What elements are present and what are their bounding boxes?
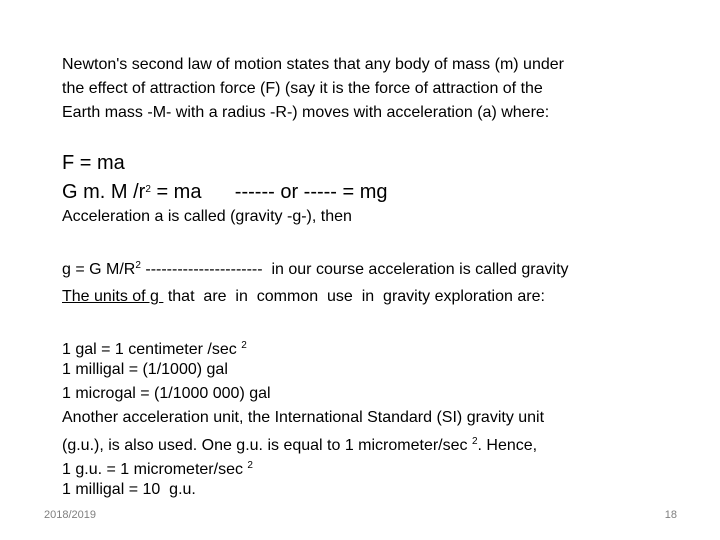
intro-line-3: Earth mass -M- with a radius -R-) moves with acceleration (a) where: [62, 104, 550, 121]
equation-gravitation-exponent: 2 [145, 184, 151, 195]
intro-line-2: the effect of attraction force (F) (say it is the force of attraction of the [62, 80, 543, 97]
unit-microgal: 1 microgal = (1/1000 000) gal [62, 385, 271, 402]
units-heading-underlined: The units of g [62, 288, 164, 305]
si-unit-line-2-exponent: 2 [471, 436, 478, 447]
equation-gravitation-left: G m. M /r [62, 181, 146, 203]
footer-page-number: 18 [664, 509, 677, 521]
unit-milligal-gu: 1 milligal = 10 g.u. [62, 481, 196, 498]
footer-date: 2018/2019 [44, 509, 96, 521]
equation-f-ma: F = ma [62, 152, 125, 174]
g-equation-left: g = G M/R [62, 261, 136, 278]
si-unit-line-2-end: . Hence, [477, 437, 538, 454]
intro-line-1: Newton's second law of motion states that any body of mass (m) under [62, 56, 564, 73]
equation-gravitation-right: = ma ------ or ----- = mg [150, 181, 388, 203]
unit-gal [62, 336, 247, 360]
g-equation-exponent: 2 [135, 260, 141, 271]
equation-gravitation [62, 178, 388, 204]
si-unit-line-2 [62, 432, 537, 456]
unit-gal-text: 1 gal = 1 centimeter /sec [62, 341, 237, 358]
acceleration-line: Acceleration a is called (gravity -g-), then [62, 208, 352, 225]
unit-gu [62, 456, 253, 480]
si-unit-line-2-text: (g.u.), is also used. One g.u. is equal to 1 micrometer/sec [62, 437, 468, 454]
unit-gu-exponent: 2 [247, 460, 253, 471]
si-unit-line-1: Another acceleration unit, the International Standard (SI) gravity unit [62, 409, 545, 426]
units-heading-rest: that are in common use in gravity exploration are: [163, 288, 545, 305]
g-equation-line [62, 256, 569, 280]
unit-gal-exponent: 2 [241, 340, 247, 351]
g-equation-right: ---------------------- in our course acceleration is called gravity [140, 261, 569, 278]
units-heading [62, 287, 545, 307]
unit-gu-text: 1 g.u. = 1 micrometer/sec [62, 461, 243, 478]
unit-milligal: 1 milligal = (1/1000) gal [62, 361, 228, 378]
